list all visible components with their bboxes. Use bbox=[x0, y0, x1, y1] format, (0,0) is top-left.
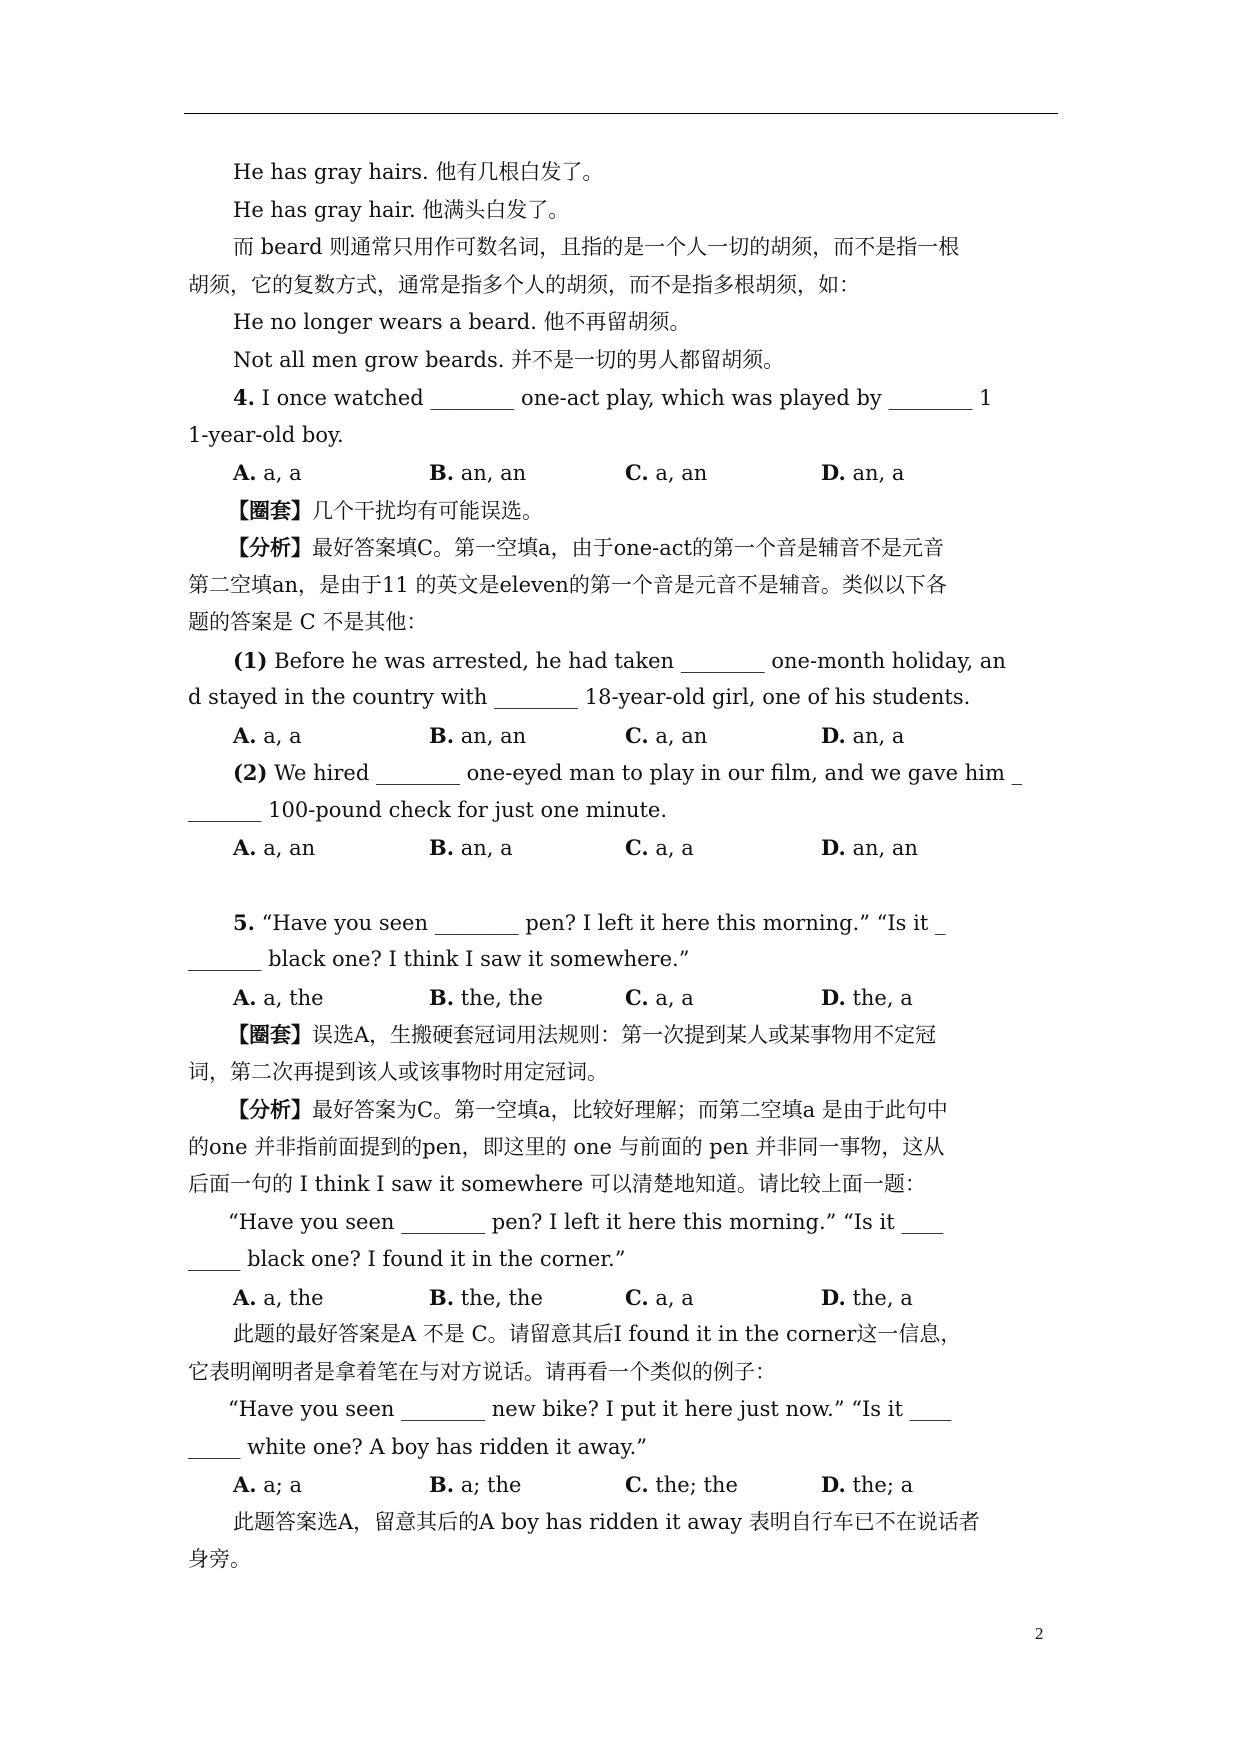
text-line: 它表明阐明者是拿着笔在与对方说话。请再看一个类似的例子： bbox=[188, 1359, 776, 1384]
trap-note: 【圈套】几个干扰均有可能误选。 bbox=[228, 497, 543, 523]
analysis-label: 【分析】 bbox=[228, 535, 312, 560]
text-line: He no longer wears a beard. 他不再留胡须。 bbox=[233, 310, 691, 334]
analysis-note: 【分析】最好答案为C。第一空填a，比较好理解；而第二空填a 是由于此句中 bbox=[228, 1097, 948, 1122]
question-4 bbox=[188, 379, 1088, 417]
text-line: 身旁。 bbox=[188, 1547, 251, 1571]
options-row bbox=[188, 829, 1088, 867]
options-row bbox=[188, 1466, 1088, 1504]
option-a: A. a; a bbox=[233, 1472, 303, 1497]
subquestion-1: (1) Before he was arrested, he had taken ________ one-month holiday, an bbox=[233, 647, 1006, 673]
option-d: D. the; a bbox=[821, 1472, 914, 1497]
text-line: 词，第二次再提到该人或该事物时用定冠词。 bbox=[188, 1059, 608, 1084]
comparison-question-continued: _____ black one? I found it in the corner.” bbox=[188, 1247, 626, 1271]
option-b: B. the, the bbox=[429, 984, 543, 1010]
analysis-label: 【分析】 bbox=[228, 1097, 312, 1122]
options-row bbox=[188, 979, 1088, 1017]
text-line: 胡须，它的复数方式，通常是指多个人的胡须，而不是指多根胡须，如： bbox=[188, 272, 860, 297]
page-content bbox=[188, 154, 1088, 1579]
comparison-question: “Have you seen ________ new bike? I put it here just now.” “Is it ____ bbox=[228, 1397, 952, 1421]
option-d: D. the, a bbox=[821, 1284, 913, 1310]
question-5-continued: _______ black one? I think I saw it somewhere.” bbox=[188, 947, 690, 971]
text-line: 而 beard 则通常只用作可数名词，且指的是一个人一切的胡须，而不是指一根 bbox=[233, 235, 960, 259]
trap-label: 【圈套】 bbox=[228, 497, 312, 523]
option-b: B. the, the bbox=[429, 1284, 543, 1310]
option-a: A. a, an bbox=[233, 835, 316, 860]
option-d: D. an, an bbox=[821, 835, 918, 860]
option-d: D. an, a bbox=[821, 722, 905, 748]
text-line: Not all men grow beards. 并不是一切的男人都留胡须。 bbox=[233, 347, 785, 372]
option-b: B. an, a bbox=[429, 835, 513, 860]
option-b: B. an, an bbox=[429, 460, 527, 485]
question-text: I once watched ________ one-act play, which was played by ________ 1 bbox=[254, 386, 993, 410]
header-rule bbox=[184, 113, 1058, 114]
subquestion-2-continued: _______ 100-pound check for just one minute. bbox=[188, 797, 668, 822]
trap-note: 【圈套】误选A，生搬硬套冠词用法规则：第一次提到某人或某事物用不定冠 bbox=[228, 1022, 937, 1047]
option-d: D. the, a bbox=[821, 984, 913, 1010]
option-a: A. a, the bbox=[233, 984, 324, 1010]
option-d: D. an, a bbox=[821, 460, 905, 485]
analysis-note: 【分析】最好答案填C。第一空填a，由于one-act的第一个音是辅音不是元音 bbox=[228, 535, 944, 560]
question-text: “Have you seen ________ pen? I left it here this morning.” “Is it _ bbox=[254, 910, 946, 935]
options-row bbox=[188, 717, 1088, 755]
trap-label: 【圈套】 bbox=[228, 1022, 312, 1047]
options-row bbox=[188, 454, 1088, 492]
question-5 bbox=[188, 904, 1088, 942]
text-line: 此题的最好答案是A 不是 C。请留意其后I found it in the corner这一信息， bbox=[233, 1322, 962, 1346]
blank-gap bbox=[188, 867, 1088, 904]
question-number: 4. bbox=[233, 385, 255, 410]
option-c: C. a, a bbox=[625, 984, 694, 1010]
text-line: 第二空填an，是由于11 的英文是eleven的第一个音是元音不是辅音。类似以下各 bbox=[188, 572, 947, 597]
page-number: 2 bbox=[1035, 1624, 1044, 1643]
option-c: C. a, a bbox=[625, 1284, 694, 1310]
question-4-continued: 1-year-old boy. bbox=[188, 422, 344, 447]
subquestion-1-continued: d stayed in the country with ________ 18-year-old girl, one of his students. bbox=[188, 685, 971, 709]
option-c: C. a, an bbox=[625, 722, 708, 748]
question-number: 5. bbox=[233, 909, 255, 935]
text-line: 后面一句的 I think I saw it somewhere 可以清楚地知道。请比较上面一题： bbox=[188, 1172, 926, 1196]
text-line: He has gray hair. 他满头白发了。 bbox=[233, 197, 570, 222]
option-a: A. a, a bbox=[233, 460, 302, 485]
text-line: He has gray hairs. 他有几根白发了。 bbox=[233, 160, 604, 184]
subquestion-2: (2) We hired ________ one-eyed man to play in our film, and we gave him _ bbox=[233, 760, 1023, 785]
option-c: C. the; the bbox=[625, 1472, 738, 1497]
text-line: 此题答案选A，留意其后的A boy has ridden it away 表明自行车已不在说话者 bbox=[233, 1509, 980, 1534]
text-line: 的one 并非指前面提到的pen，即这里的 one 与前面的 pen 并非同一事物，这从 bbox=[188, 1134, 945, 1159]
option-a: A. a, a bbox=[233, 722, 302, 748]
option-a: A. a, the bbox=[233, 1284, 324, 1310]
option-c: C. a, an bbox=[625, 460, 708, 485]
text-line: 题的答案是 C 不是其他： bbox=[188, 610, 428, 634]
option-b: B. a; the bbox=[429, 1472, 522, 1497]
option-b: B. an, an bbox=[429, 722, 527, 748]
option-c: C. a, a bbox=[625, 835, 694, 860]
comparison-question: “Have you seen ________ pen? I left it here this morning.” “Is it ____ bbox=[228, 1209, 944, 1234]
comparison-question-continued: _____ white one? A boy has ridden it away.” bbox=[188, 1434, 648, 1459]
options-row bbox=[188, 1279, 1088, 1317]
